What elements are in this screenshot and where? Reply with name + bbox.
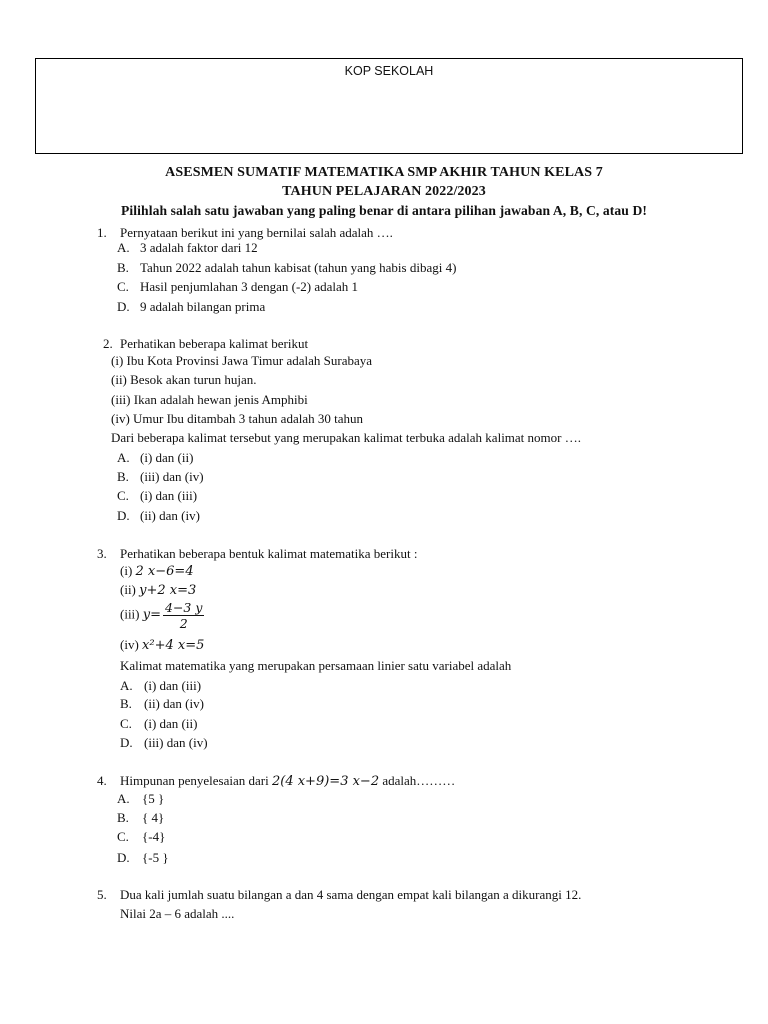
option-letter: C. xyxy=(117,488,129,503)
fraction-numerator: 4−3 y xyxy=(165,600,203,615)
question-number: 2. xyxy=(103,336,113,351)
fraction-denominator: 2 xyxy=(179,616,188,631)
math-expression: x²+4 x=5 xyxy=(142,638,205,653)
option-letter: B. xyxy=(120,696,132,711)
math-item xyxy=(120,563,194,579)
kop-sekolah-label: KOP SEKOLAH xyxy=(344,64,434,78)
question-number: 3. xyxy=(97,546,107,561)
question-prompt: Dari beberapa kalimat tersebut yang merupakan kalimat terbuka adalah kalimat nomor …. xyxy=(111,430,581,445)
math-item-label: (ii) xyxy=(120,582,136,597)
option-letter: A. xyxy=(117,450,130,465)
statement: (i) Ibu Kota Provinsi Jawa Timur adalah Surabaya xyxy=(111,353,373,368)
option-text: (iii) dan (iv) xyxy=(144,735,208,750)
math-expression: y+2 x=3 xyxy=(139,583,197,598)
math-expression: 2 x−6=4 xyxy=(135,564,194,579)
math-item xyxy=(120,600,204,631)
option-text: {-4} xyxy=(142,829,166,844)
option-letter: B. xyxy=(117,469,129,484)
option-letter: A. xyxy=(120,678,133,693)
math-item-label: (iii) xyxy=(120,606,140,622)
option-text: (ii) dan (iv) xyxy=(140,508,200,523)
math-fraction xyxy=(163,600,204,631)
question-number: 1. xyxy=(97,225,107,240)
option-letter: B. xyxy=(117,810,129,825)
statement: (iv) Umur Ibu ditambah 3 tahun adalah 30 tahun xyxy=(111,411,363,426)
statement: (iii) Ikan adalah hewan jenis Amphibi xyxy=(111,392,308,407)
kop-sekolah-box xyxy=(35,58,743,154)
academic-year-title: TAHUN PELAJARAN 2022/2023 xyxy=(282,184,486,199)
math-item xyxy=(120,582,196,598)
question-number: 4. xyxy=(97,773,107,788)
instruction-text: Pilihlah salah satu jawaban yang paling benar di antara pilihan jawaban A, B, C, atau D! xyxy=(121,203,647,218)
option-letter: B. xyxy=(117,260,129,275)
option-text: { 4} xyxy=(142,810,165,825)
math-expression: 2(4 x+9)=3 x−2 xyxy=(271,774,380,789)
option-letter: D. xyxy=(120,735,133,750)
math-item-label: (i) xyxy=(120,563,133,578)
question-text: Perhatikan beberapa bentuk kalimat matematika berikut : xyxy=(120,546,418,561)
option-letter: A. xyxy=(117,240,130,255)
option-text: (ii) dan (iv) xyxy=(144,696,204,711)
option-letter: C. xyxy=(117,829,129,844)
question-text: Perhatikan beberapa kalimat berikut xyxy=(120,336,309,351)
option-text: 9 adalah bilangan prima xyxy=(140,299,266,314)
option-letter: A. xyxy=(117,791,130,806)
math-item xyxy=(120,637,204,653)
option-text: 3 adalah faktor dari 12 xyxy=(140,240,258,255)
option-text: {5 } xyxy=(142,791,165,806)
math-expression: y= xyxy=(142,607,161,623)
question-number: 5. xyxy=(97,887,107,902)
question-text xyxy=(120,773,455,789)
option-text: (i) dan (ii) xyxy=(140,450,194,465)
option-letter: D. xyxy=(117,508,130,523)
question-text-line-2: Nilai 2a – 6 adalah .... xyxy=(120,906,235,921)
question-text-after: adalah……… xyxy=(382,773,456,788)
option-text: (i) dan (iii) xyxy=(144,678,202,693)
question-prompt: Kalimat matematika yang merupakan persamaan linier satu variabel adalah xyxy=(120,658,512,673)
question-text: Dua kali jumlah suatu bilangan a dan 4 sama dengan empat kali bilangan a dikurangi 12. xyxy=(120,887,582,902)
option-letter: C. xyxy=(117,279,129,294)
exam-title: ASESMEN SUMATIF MATEMATIKA SMP AKHIR TAHUN KELAS 7 xyxy=(165,165,603,180)
question-text-before: Himpunan penyelesaian dari xyxy=(120,773,269,788)
option-text: Hasil penjumlahan 3 dengan (-2) adalah 1 xyxy=(140,279,359,294)
option-letter: C. xyxy=(120,716,132,731)
option-text: {-5 } xyxy=(142,850,169,865)
math-item-label: (iv) xyxy=(120,637,139,652)
option-text: (i) dan (ii) xyxy=(144,716,198,731)
option-text: (iii) dan (iv) xyxy=(140,469,204,484)
option-letter: D. xyxy=(117,299,130,314)
statement: (ii) Besok akan turun hujan. xyxy=(111,372,257,387)
option-text: Tahun 2022 adalah tahun kabisat (tahun yang habis dibagi 4) xyxy=(140,260,457,275)
option-letter: D. xyxy=(117,850,130,865)
option-text: (i) dan (iii) xyxy=(140,488,198,503)
question-text: Pernyataan berikut ini yang bernilai salah adalah …. xyxy=(120,225,393,240)
